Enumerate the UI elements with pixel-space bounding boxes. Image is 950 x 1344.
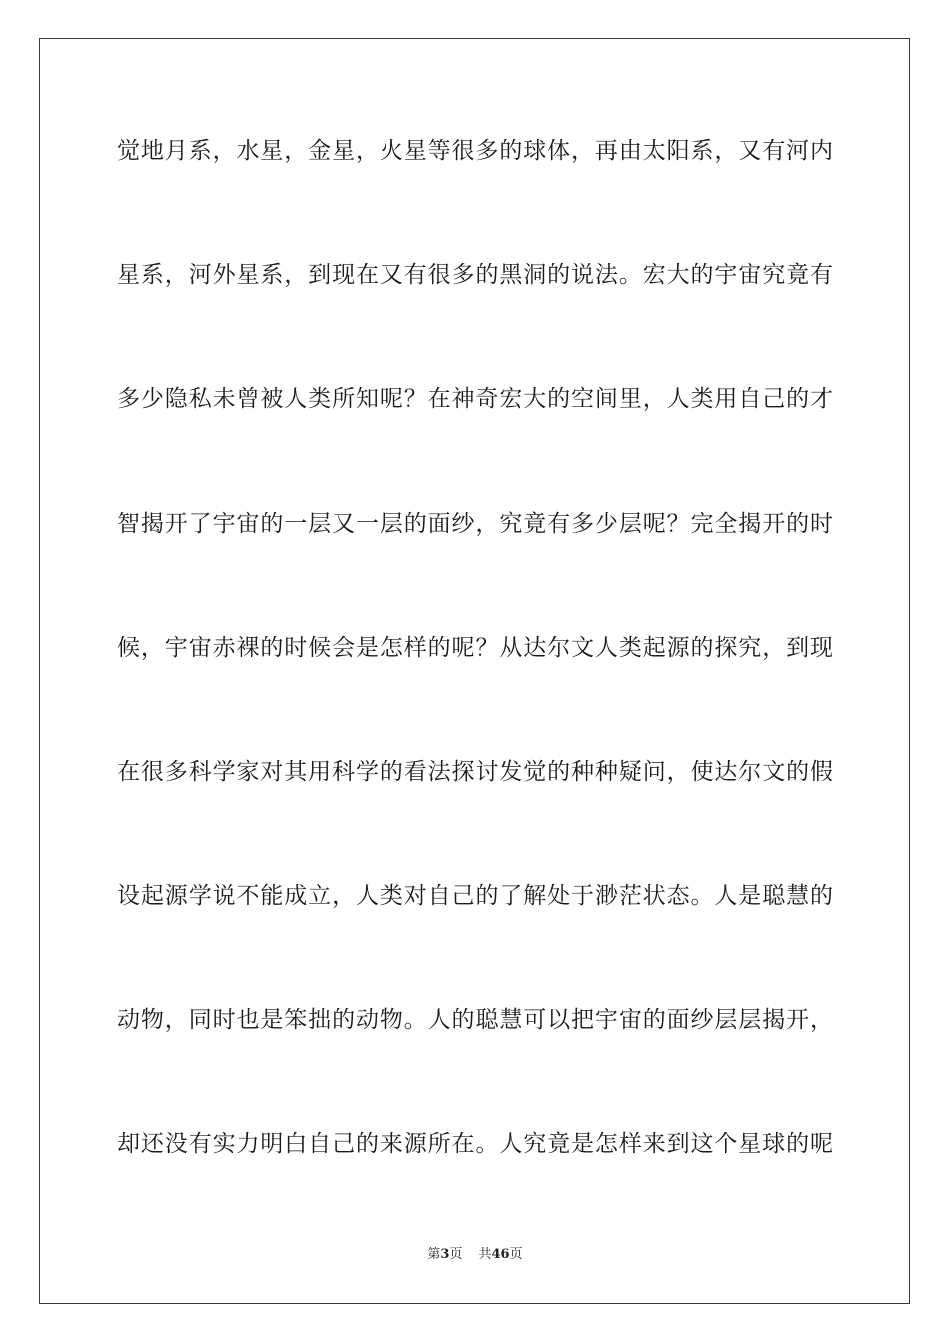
text-line-7: 设起源学说不能成立，人类对自己的了解处于渺茫状态。人是聪慧的 — [117, 883, 833, 909]
total-pages: 46 — [491, 1247, 510, 1262]
total-prefix: 共 — [478, 1247, 492, 1262]
text-line-3: 多少隐私未曾被人类所知呢？在神奇宏大的空间里，人类用自己的才 — [117, 386, 833, 412]
text-line-9: 却还没有实力明白自己的来源所在。人究竟是怎样来到这个星球的呢 — [117, 1131, 833, 1157]
page-prefix: 第 — [427, 1247, 441, 1262]
text-line-1: 觉地月系，水星，金星，火星等很多的球体，再由太阳系，又有河内 — [117, 138, 833, 164]
text-line-6: 在很多科学家对其用科学的看法探讨发觉的种种疑问，使达尔文的假 — [117, 759, 833, 785]
page-number: 3 — [440, 1247, 450, 1262]
page-border — [39, 38, 910, 1304]
total-suffix: 页 — [509, 1247, 523, 1262]
page-suffix: 页 — [449, 1247, 463, 1262]
text-line-4: 智揭开了宇宙的一层又一层的面纱，究竟有多少层呢？完全揭开的时 — [117, 511, 833, 537]
text-line-8: 动物，同时也是笨拙的动物。人的聪慧可以把宇宙的面纱层层揭开， — [117, 1007, 833, 1033]
text-line-5: 候，宇宙赤裸的时候会是怎样的呢？从达尔文人类起源的探究，到现 — [117, 635, 833, 661]
page-footer — [0, 1246, 950, 1264]
text-line-2: 星系，河外星系，到现在又有很多的黑洞的说法。宏大的宇宙究竟有 — [117, 262, 833, 288]
